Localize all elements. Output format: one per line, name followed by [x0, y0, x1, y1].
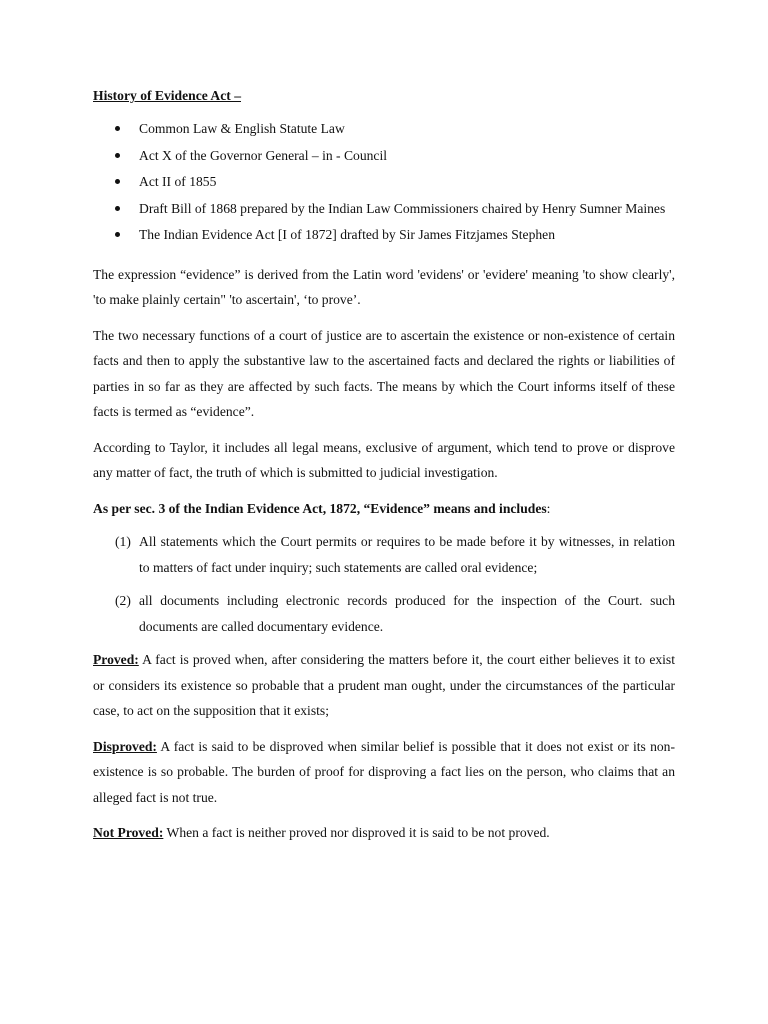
- section-heading: History of Evidence Act –: [93, 88, 241, 103]
- definition-text: When a fact is neither proved nor disproved it is said to be not proved.: [163, 825, 550, 840]
- list-item: [93, 116, 675, 142]
- section3-lead: [93, 496, 675, 522]
- history-list: [93, 116, 675, 248]
- definition-proved: [93, 647, 675, 724]
- section3-list: [93, 529, 675, 639]
- list-number: (2): [115, 593, 131, 608]
- list-item: [93, 529, 675, 580]
- section3-lead-text: As per sec. 3 of the Indian Evidence Act, 1872, “Evidence” means and includes: [93, 500, 547, 516]
- definition-term: Disproved:: [93, 738, 157, 754]
- list-item: [93, 588, 675, 639]
- list-item-text: The Indian Evidence Act [I of 1872] drafted by Sir James Fitzjames Stephen: [139, 227, 556, 242]
- definition-text: A fact is said to be disproved when similar belief is possible that it does not exist or its non-existence is so probable. The burden of proof for disproving a fact lies on the person, who claims that an alleged fact is not true.: [93, 738, 675, 805]
- list-item: [93, 169, 675, 195]
- bullet-icon: [115, 126, 120, 131]
- section3-lead-colon: :: [546, 500, 551, 516]
- bullet-icon: [115, 179, 120, 184]
- definition-term: Not Proved:: [93, 825, 164, 840]
- taylor-paragraph: According to Taylor, it includes all legal means, exclusive of argument, which tend to prove or disprove any matter of fact, the truth of which is submitted to judicial investigation.: [93, 439, 675, 480]
- definition-term: Proved:: [93, 652, 139, 667]
- list-item-text: Common Law & English Statute Law: [139, 121, 345, 136]
- bullet-icon: [115, 232, 120, 237]
- definition-not-proved: [93, 820, 675, 846]
- etymology-paragraph: The expression “evidence” is derived from the Latin word 'evidens' or 'evidere' meaning 'to show clearly', 'to make plainly certain" 'to ascertain', ‘to prove’.: [93, 266, 675, 307]
- list-item-text: All statements which the Court permits or requires to be made before it by witnesses, in relation to matters of fact under inquiry; such statements are called oral evidence;: [139, 534, 675, 575]
- list-item: [93, 222, 675, 248]
- list-item-text: all documents including electronic records produced for the inspection of the Court. such documents are called documentary evidence.: [139, 593, 675, 634]
- bullet-icon: [115, 153, 120, 158]
- list-item-text: Act II of 1855: [139, 174, 217, 189]
- bullet-icon: [115, 206, 120, 211]
- list-item-text: Draft Bill of 1868 prepared by the Indian Law Commissioners chaired by Henry Sumner Maines: [139, 200, 666, 216]
- functions-paragraph: The two necessary functions of a court of justice are to ascertain the existence or non-existence of certain facts and then to apply the substantive law to the ascertained facts and declared the rights or liabilities of parties in so far as they are affected by such facts. The means by which the Court informs itself of these facts is termed as “evidence”.: [93, 327, 675, 419]
- definition-disproved: [93, 734, 675, 811]
- document-page: [93, 86, 675, 856]
- list-item-text: Act X of the Governor General – in - Council: [139, 147, 388, 163]
- list-item: [93, 143, 675, 169]
- list-item: [93, 196, 675, 222]
- definition-text: A fact is proved when, after considering the matters before it, the court either believes it to exist or considers its existence so probable that a prudent man ought, under the circumstances of the particular case, to act on the supposition that it exists;: [93, 652, 675, 718]
- list-number: (1): [115, 534, 131, 549]
